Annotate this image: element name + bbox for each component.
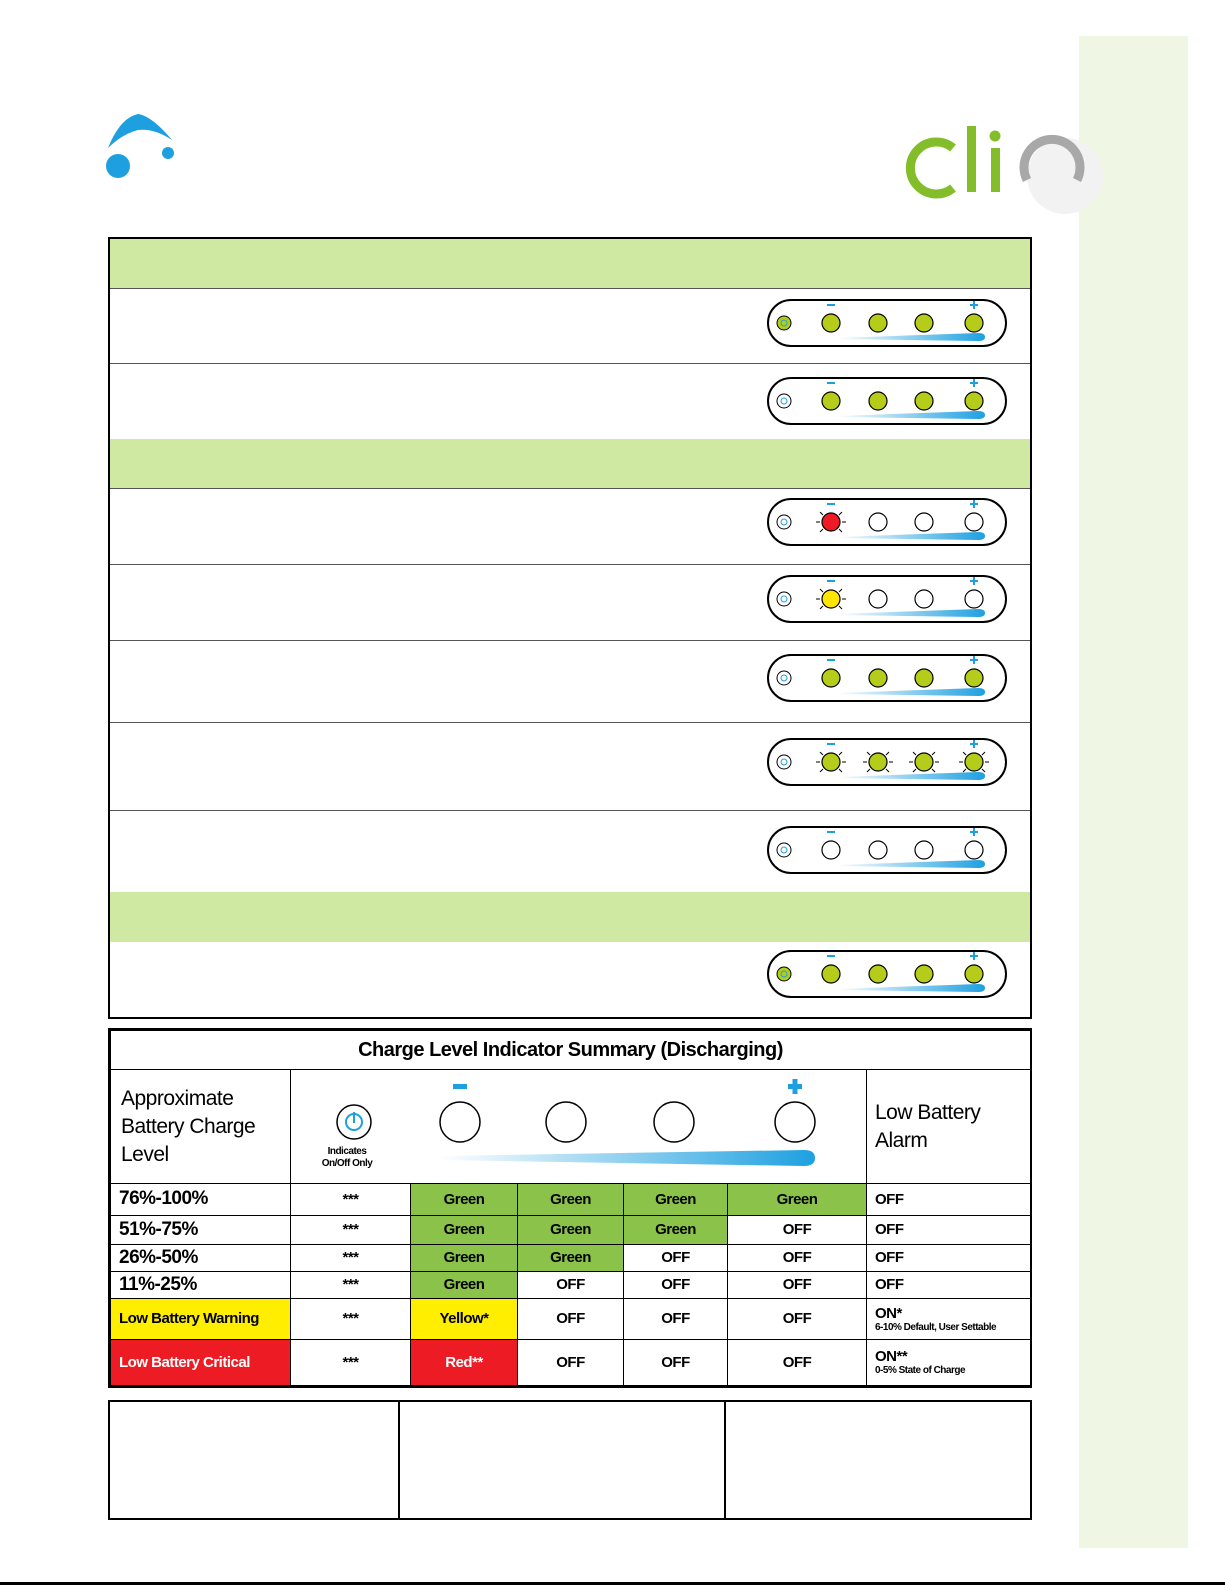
- led-4-cell-text: OFF: [782, 1276, 812, 1294]
- led-3-cell: [624, 1339, 728, 1385]
- led-3-cell: [624, 1244, 728, 1271]
- led-1-cell: [411, 1298, 518, 1339]
- footer-boxes: [108, 1400, 1032, 1520]
- power-led-icon: [777, 671, 791, 685]
- footer-divider-1: [398, 1402, 400, 1518]
- indicator-panel-5: [766, 653, 1008, 703]
- led-2-cell-text: OFF: [556, 1310, 585, 1328]
- section-header-3: [110, 892, 1030, 942]
- power-led-icon: [777, 394, 791, 408]
- charge-led-1: [822, 669, 840, 687]
- charge-led-3: [915, 590, 933, 608]
- led-1-cell: [411, 1271, 518, 1298]
- led-1-cell-text: Yellow*: [439, 1310, 489, 1328]
- power-led-icon: [777, 316, 791, 330]
- power-led-icon: [777, 515, 791, 529]
- clio-logo: [905, 118, 1115, 218]
- header-low-battery-alarm: Low Battery Alarm: [867, 1070, 1031, 1184]
- charge-led-4: [965, 965, 983, 983]
- led-2-cell-text: Green: [550, 1249, 591, 1267]
- led-2-cell-text: Green: [550, 1221, 591, 1239]
- level-cell-text: 76%-100%: [119, 1188, 208, 1210]
- level-cell-text: Low Battery Critical: [119, 1353, 250, 1371]
- led-3-cell-text: OFF: [661, 1353, 690, 1371]
- led-1-cell-text: Green: [443, 1221, 485, 1239]
- header-indicator-icons: [291, 1070, 867, 1184]
- summary-row: [111, 1244, 1031, 1271]
- charge-led-4: [965, 314, 983, 332]
- led-2-cell: [518, 1339, 624, 1385]
- charge-led-3: [915, 669, 933, 687]
- side-band: [1079, 36, 1188, 1548]
- section-header-2: [110, 439, 1030, 488]
- indicator-panel-4: [766, 574, 1008, 624]
- alarm-cell-text: OFF: [875, 1221, 904, 1239]
- led-1-cell-text: Red**: [445, 1353, 483, 1371]
- led-3-cell: [624, 1215, 728, 1244]
- level-cell: [111, 1271, 291, 1298]
- led-1-cell-text: Green: [443, 1276, 485, 1294]
- power-cell-text: ***: [342, 1276, 359, 1294]
- charge-led-2: [869, 513, 887, 531]
- footer-divider-2: [724, 1402, 726, 1518]
- led-4-cell: [728, 1244, 867, 1271]
- led-4-cell: [728, 1339, 867, 1385]
- alarm-cell-text: OFF: [875, 1190, 904, 1208]
- alarm-cell: [867, 1244, 1031, 1271]
- power-cell: [291, 1339, 411, 1385]
- led-2-cell: [518, 1184, 624, 1215]
- level-cell: [111, 1339, 291, 1385]
- charge-led-2: [869, 669, 887, 687]
- alarm-cell: [867, 1339, 1031, 1385]
- led-3-cell-text: OFF: [661, 1249, 690, 1267]
- charge-led-4: [965, 513, 983, 531]
- led-1-cell: [411, 1215, 518, 1244]
- indicator-panel-3: [766, 497, 1008, 547]
- summary-body: [111, 1184, 1031, 1386]
- led-4-cell-text: Green: [776, 1190, 818, 1208]
- alarm-cell-text: OFF: [875, 1249, 904, 1267]
- led-4-cell-text: OFF: [782, 1353, 812, 1371]
- indicator-panel-7: [766, 825, 1008, 875]
- charge-led-4: [965, 841, 983, 859]
- led-4-cell-text: OFF: [782, 1221, 812, 1239]
- alarm-cell-text: ON*: [875, 1304, 902, 1322]
- charge-led-4: [965, 590, 983, 608]
- led-1-cell: [411, 1184, 518, 1215]
- led-4-cell: [728, 1298, 867, 1339]
- alarm-sub-text: 0-5% State of Charge: [875, 1365, 966, 1377]
- level-cell-text: 51%-75%: [119, 1218, 198, 1240]
- power-cell: [291, 1184, 411, 1215]
- summary-title: Charge Level Indicator Summary (Discharging): [111, 1031, 1031, 1070]
- charge-summary-table: [108, 1028, 1032, 1388]
- summary-row: [111, 1298, 1031, 1339]
- charge-led-1: [822, 965, 840, 983]
- led-4-cell: [728, 1215, 867, 1244]
- led-1-cell-text: Green: [443, 1190, 485, 1208]
- led-3-cell-text: Green: [655, 1221, 696, 1239]
- power-cell: [291, 1271, 411, 1298]
- led-2-cell: [518, 1271, 624, 1298]
- alarm-sub-text: 6-10% Default, User Settable: [875, 1321, 997, 1333]
- led-1-cell: [411, 1244, 518, 1271]
- led-2-cell: [518, 1215, 624, 1244]
- led-3-cell: [624, 1298, 728, 1339]
- led-3-cell-text: OFF: [661, 1276, 690, 1294]
- led-3-cell: [624, 1184, 728, 1215]
- led-2-cell: [518, 1244, 624, 1271]
- charge-led-2: [869, 590, 887, 608]
- led-4-cell-text: OFF: [782, 1310, 812, 1328]
- level-cell-text: Low Battery Warning: [119, 1310, 259, 1328]
- led-4-cell-text: OFF: [782, 1249, 812, 1267]
- power-led-icon: [777, 967, 791, 981]
- level-cell-text: 11%-25%: [119, 1273, 197, 1295]
- indicator-panel-2: [766, 376, 1008, 426]
- led-2-cell-text: OFF: [556, 1353, 585, 1371]
- charge-led-3: [915, 965, 933, 983]
- charge-led-4: [965, 669, 983, 687]
- power-cell-text: ***: [342, 1221, 359, 1239]
- led-2-cell-text: OFF: [556, 1276, 585, 1294]
- indicator-panel-8: [766, 949, 1008, 999]
- section-header-1: [110, 239, 1030, 288]
- led-4-cell: [728, 1184, 867, 1215]
- led-3-cell-text: OFF: [661, 1310, 690, 1328]
- level-cell: [111, 1215, 291, 1244]
- charge-led-3: [915, 392, 933, 410]
- summary-row: [111, 1339, 1031, 1385]
- indicator-panel: [108, 237, 1032, 1019]
- power-indicator-note: Indicates On/Off Only: [321, 1146, 373, 1170]
- summary-row: [111, 1271, 1031, 1298]
- indicator-panel-1: [766, 298, 1008, 348]
- led-3-cell: [624, 1271, 728, 1298]
- charge-led-2: [869, 841, 887, 859]
- charge-led-2: [869, 392, 887, 410]
- charge-led-1: [822, 841, 840, 859]
- power-cell: [291, 1244, 411, 1271]
- charge-led-1: [822, 392, 840, 410]
- led-1-cell: [411, 1339, 518, 1385]
- alarm-cell: [867, 1184, 1031, 1215]
- power-cell-text: ***: [342, 1310, 359, 1328]
- charge-led-2: [869, 314, 887, 332]
- level-cell: [111, 1244, 291, 1271]
- indicator-panel-6: [766, 737, 1008, 787]
- charge-led-3: [915, 841, 933, 859]
- alarm-cell-text: OFF: [875, 1276, 904, 1294]
- alarm-cell: [867, 1215, 1031, 1244]
- power-led-icon: [777, 592, 791, 606]
- summary-row: [111, 1215, 1031, 1244]
- header-battery-level: Approximate Battery Charge Level: [111, 1070, 291, 1184]
- alarm-cell: [867, 1271, 1031, 1298]
- charge-led-2: [869, 965, 887, 983]
- level-cell: [111, 1184, 291, 1215]
- level-cell: [111, 1298, 291, 1339]
- led-1-cell-text: Green: [443, 1249, 485, 1267]
- power-cell-text: ***: [342, 1353, 359, 1371]
- alarm-cell-text: ON**: [875, 1348, 908, 1366]
- led-3-cell-text: Green: [655, 1190, 696, 1208]
- power-led-icon: [777, 843, 791, 857]
- charge-led-3: [915, 513, 933, 531]
- power-cell-text: ***: [342, 1190, 359, 1208]
- charge-led-3: [915, 314, 933, 332]
- power-led-icon: [777, 755, 791, 769]
- alarm-cell: [867, 1298, 1031, 1339]
- water-drop-figure-icon: [100, 108, 180, 188]
- power-cell: [291, 1298, 411, 1339]
- led-4-cell: [728, 1271, 867, 1298]
- power-cell-text: ***: [342, 1249, 359, 1267]
- power-cell: [291, 1215, 411, 1244]
- summary-row: [111, 1184, 1031, 1215]
- charge-led-4: [965, 392, 983, 410]
- charge-led-1: [822, 314, 840, 332]
- level-cell-text: 26%-50%: [119, 1246, 198, 1268]
- led-2-cell-text: Green: [550, 1190, 591, 1208]
- led-2-cell: [518, 1298, 624, 1339]
